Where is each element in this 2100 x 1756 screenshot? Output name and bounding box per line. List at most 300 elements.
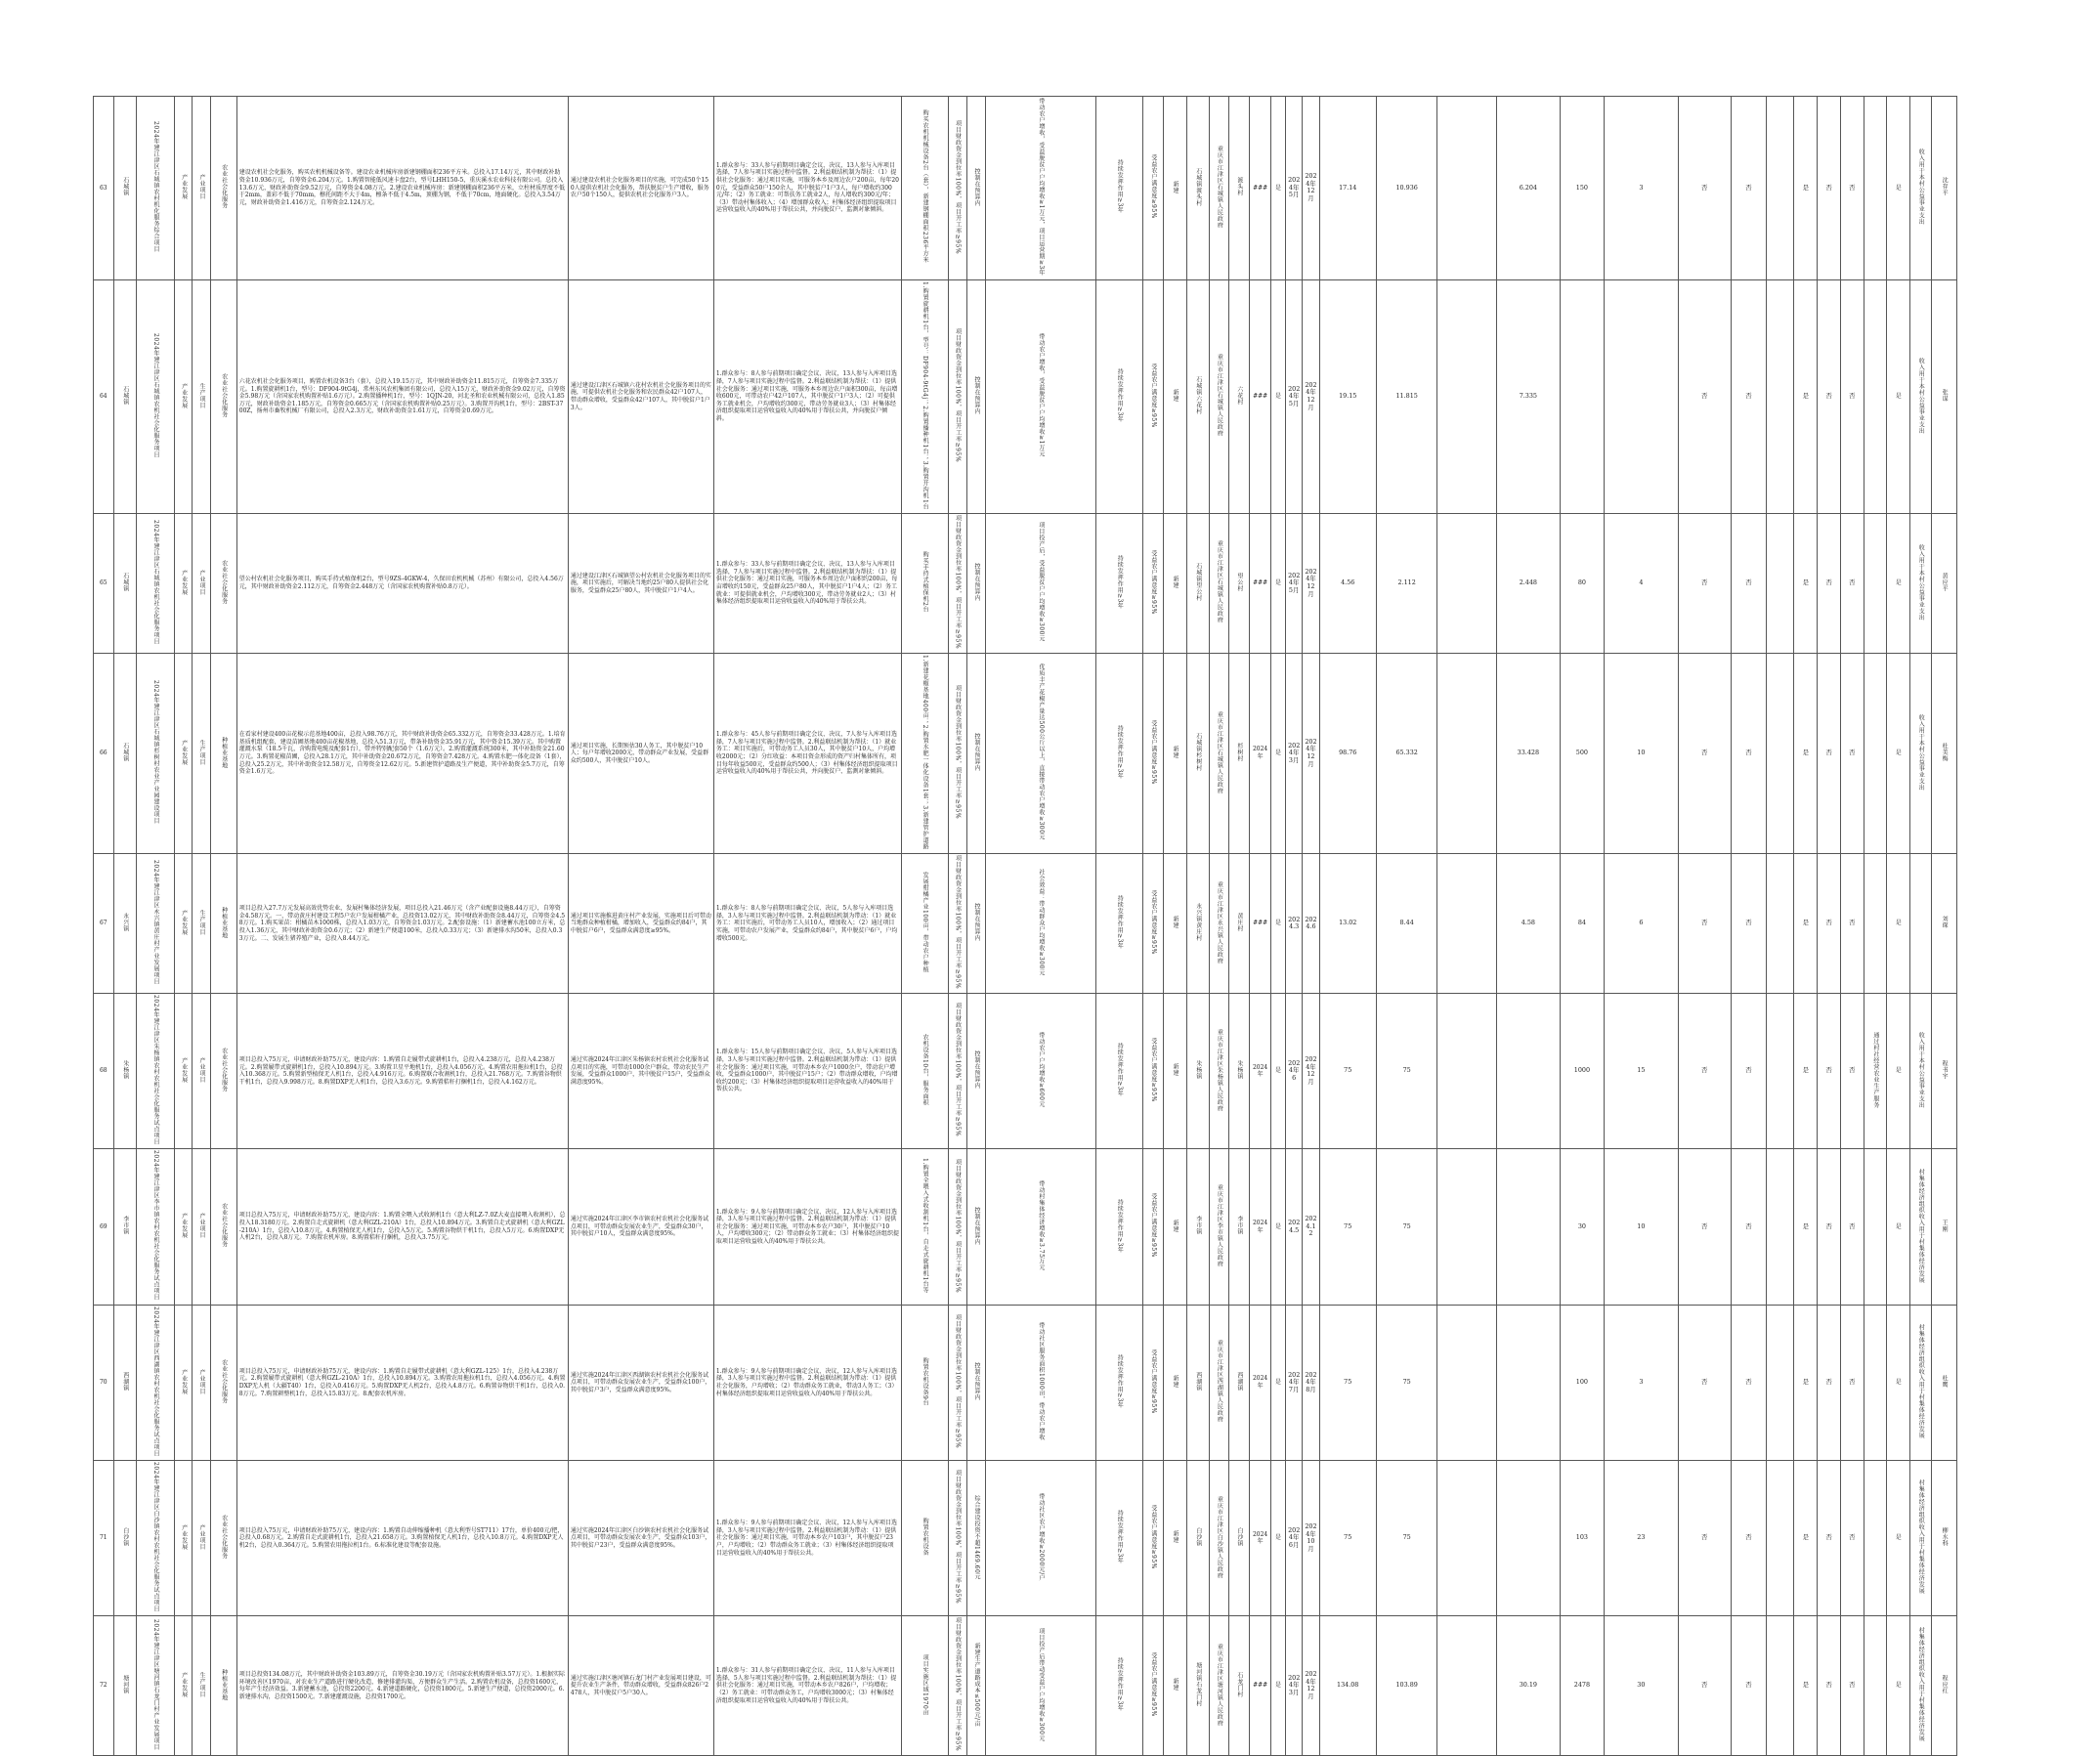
cell-link: 通过实施2024年江津区朱杨镇农村农机社会化服务试点项目的实施，可带动1000余户群众，带动农民生产发展，受益群众1000户，其中脱贫户15户，受益群众满意度95%。 [568, 993, 713, 1148]
cell-flag: ### [1250, 97, 1271, 280]
cell-benefit [948, 514, 966, 654]
cell-town [113, 279, 137, 513]
cell-vil2 [1228, 1461, 1250, 1616]
cell-text: 受益农户满意度≥95% [1149, 1193, 1157, 1259]
cell-text: 西湖镇 [121, 1371, 129, 1392]
table-row [94, 993, 1957, 1148]
cell-text: 柳水科 [1941, 1527, 1949, 1547]
cell-link: 通过项目实施，长期预估30人务工，其中脱贫户10人；每户年增收2000元，带动群众产业发展，受益群众约500人，其中脱贫户10人。 [568, 653, 713, 854]
cell-end: 2024年12月 [1303, 279, 1319, 513]
cell-text: 1.新建花椒基地400亩；2.购置水肥一体化设备1套；3.新建管护道路 [921, 654, 929, 850]
cell-text: 农业社会化服务 [220, 1515, 228, 1560]
cell-start: 2024年6月 [1286, 1461, 1303, 1616]
cell-text: 黄应平 [1941, 572, 1949, 592]
cell-no: 72 [94, 1616, 114, 1756]
cell-text: 项目财政资金到位率100%，项目开工率≥95% [954, 515, 962, 650]
cell-sat2 [1163, 1149, 1186, 1305]
cell-place [986, 653, 1095, 854]
cell-content: 六花农机社会化服务项目，购置农机设备3台（套），总投入19.15万元，其中财政补助资金11.815万元，自筹资金7.335万元。1.购置旋耕机1台，型号：DF904-9tG4j，常州东风农机集团有限公司，总投入15万元，财政补助资金9.02万元，自筹资金5.98万元（含国家农机购置补贴1.6万元）。2.购置播种机1台，型号：1QJN-20，河北圣和农业机械有限公司，总投入1.85万元，财政补助资金1.185万元，自筹资金0.665万元（含国家农机购置补贴0.25万元）。3.购置开沟机1台，型号：2BST-3700Z，扬州市畜牧机械厂有限公司，总投入2.3万元，财政补助资金1.61万元，自筹资金0.69万元。 [236, 279, 568, 513]
cell-vil2 [1228, 1305, 1250, 1460]
cell-lead [1931, 1616, 1956, 1756]
cell-yes: 是 [1270, 854, 1285, 994]
cell-out [902, 1149, 949, 1305]
cell-link: 通过实施2024年江津区西湖镇农村农机社会化服务试点项目，可带动群众发展农业生产，受益群众100户，其中脱贫户3户，受益群众满意度95%。 [568, 1305, 713, 1460]
cell-r [1767, 1616, 1794, 1756]
cell-text: 农业社会化服务 [220, 1048, 228, 1092]
cell-q: 否 [1731, 1305, 1767, 1460]
cell-text: 李市镇 [121, 1216, 129, 1235]
cell-text: 控制在预算内 [973, 1206, 980, 1245]
cell-s: 是 [1794, 854, 1818, 994]
cell-sat [967, 514, 986, 654]
cell-end: 2024.6 [1303, 854, 1319, 994]
cell-fin: 10.936 [1376, 97, 1437, 280]
cell-name [137, 993, 175, 1148]
cell-out [902, 514, 949, 654]
cell-text: 收入用于本村公益事业支出 [1917, 357, 1925, 434]
cell-text: 1.购置旋耕机1台，型号：DF904-9tG4j；2.购置播种机1台；3.购置开沟机1台 [921, 280, 929, 510]
cell-fin: 103.89 [1376, 1616, 1437, 1756]
cell-q: 否 [1731, 854, 1767, 994]
cell-benefit [948, 97, 966, 280]
cell-w [1864, 97, 1887, 280]
cell-content: 项目总投入27.7万元发展高效优势农业，发展村集体经济发展，项目总投入21.46万元（含产业配套设施8.44万元），自筹资金4.58万元。一、带动黄庄村建设工程5户农户发展柑橘产业，总投资13.02万元，其中财政补助资金8.44万元，自筹资金4.58万元。1.购买果苗：柑橘苗木1000株，总投入1.03万元，自筹资金1.03万元。2.配套设施：（1）新建蓄水池100立方米，总投入1.36万元，其中财政补助资金0.6万元；（2）新建生产便道100米，总投入0.33万元；（3）新建排水沟50米，总投入0.33万元。二、发展生猪养殖产业，总投入8.44万元。 [236, 854, 568, 994]
cell-std [1095, 279, 1143, 513]
cell-text: 新建 [1171, 1219, 1179, 1232]
cell-subj [1143, 993, 1164, 1148]
cell-lead [1931, 653, 1956, 854]
cell-text: 受益农户满意度≥95% [1149, 363, 1157, 428]
cell-village [1186, 97, 1210, 280]
cell-text: 项目财政资金到位率100%，项目开工率≥95% [954, 855, 962, 990]
cell-text: 购买手持式植保机2台 [921, 551, 929, 614]
cell-text: 新建 [1171, 1375, 1179, 1389]
cell-text: 控制在预算内 [973, 1050, 980, 1090]
cell-text: 项目财政资金到位率100%，项目开工率≥95% [954, 328, 962, 463]
cell-text: 带动村集体经济增收≥3.75万元 [1037, 1180, 1045, 1271]
cell-start: 2024年6 [1286, 993, 1303, 1148]
cell-text: 带动农户增收，受益脱贫户户均增收≥1万元，项目运营期≥3年 [1037, 98, 1045, 277]
cell-no: 71 [94, 1461, 114, 1616]
cell-text: 控制在预算内 [973, 733, 980, 772]
cell-text: 2024年建江津区白沙镇农村农机社会化服务试点项目 [151, 1462, 159, 1612]
cell-text: 项目财政资金到位率100%，项目开工率≥95% [954, 1617, 962, 1752]
cell-fin: 75 [1376, 1305, 1437, 1460]
cell-link: 通过实施2024年江津区李市镇农村农机社会化服务试点项目，可带动群众发展农业生产，受益群众30户，其中脱贫户10人，受益群众满意度95%。 [568, 1149, 713, 1305]
cell-s: 是 [1794, 1305, 1818, 1460]
cell-cat [175, 514, 193, 654]
cell-z: 是 [1887, 97, 1910, 280]
cell-lead [1931, 1305, 1956, 1460]
cell-type [193, 1616, 210, 1756]
cell-text: 产业项目 [197, 1368, 205, 1394]
cell-self: 33.428 [1496, 653, 1560, 854]
cell-self: 2.448 [1496, 514, 1560, 654]
cell-lead [1931, 1461, 1956, 1616]
cell-type [193, 653, 210, 854]
cell-place [986, 1616, 1095, 1756]
cell-sat [967, 1149, 986, 1305]
cell-type [193, 514, 210, 654]
cell-self [1496, 1461, 1560, 1616]
cell-text: 受益农户满意度≥95% [1149, 889, 1157, 955]
cell-q: 否 [1731, 1149, 1767, 1305]
table-row [94, 1149, 1957, 1305]
cell-w [1864, 1305, 1887, 1460]
cell-text: 农业社会化服务 [220, 1203, 228, 1248]
cell-text: 受益农户满意度≥95% [1149, 549, 1157, 615]
cell-lead [1931, 1149, 1956, 1305]
cell-start: 2024年7月 [1286, 1305, 1303, 1460]
cell-p: 否 [1678, 1616, 1731, 1756]
cell-hh: 80 [1560, 514, 1604, 654]
cell-village [1186, 993, 1210, 1148]
cell-village [1186, 514, 1210, 654]
cell-goal: 1.群众参与：9人参与前期项目确定会议、决议，12人参与入库项目选择，3人参与项目实施过程中监督。2.利益联结机制为带动：（1）提供社会化服务，户均增收；（2）带动群众务工就业，带动3人务工；（3）村集体经济组织提取项目运营收益收入的40%用于帮扶公共。 [713, 1305, 901, 1460]
cell-unit [1210, 514, 1228, 654]
cell-goal: 1.群众参与：31人参与前期项目确定会议、决议，11人参与入库项目选择，5人参与项目实施过程中监督。2.利益联结机制为帮扶：（1）提供社会化服务：通过项目实施，可带动本乡农户826户，户均增收；（2）务工就业：可带动群众务工，户均增收3000元；（3）村集体经济组织提取项目运营收益收入的40%用于帮扶公共。 [713, 1616, 901, 1756]
cell-text: 杜鹰 [1941, 1375, 1949, 1389]
cell-other [1437, 514, 1496, 654]
cell-name [137, 97, 175, 280]
cell-hh [1560, 279, 1604, 513]
cell-link: 通过实施2024年江津区白沙镇农村农机社会化服务试点项目，可带动群众发展农业生产，受益群众103户，其中脱贫户23户，受益群众满意度95%。 [568, 1461, 713, 1616]
cell-sat [967, 993, 986, 1148]
cell-out [902, 854, 949, 994]
cell-text: 2024年建江津区李市镇农村农机社会化服务试点项目 [151, 1150, 159, 1302]
cell-w [1864, 1461, 1887, 1616]
cell-std [1095, 653, 1143, 854]
cell-fin: 65.332 [1376, 653, 1437, 854]
cell-out [902, 993, 949, 1148]
cell-lead [1931, 97, 1956, 280]
cell-goal: 1.群众参与：15人参与前期项目确定会议、决议，5人参与入库项目选择，3人参与项目实施过程中监督。2.利益联结机制为带动：（1）提供社会化服务：通过项目实施，可带动本乡农户1000余户，带动农户增收，受益群众1000户，其中脱贫户15户；（2）带动群众增收，户均增收约200元；（3）村集体经济组织提取项目运营收益收入的40%用于帮扶公共。 [713, 993, 901, 1148]
cell-text: 优质丰产花椒产量达500公斤以上，直接带动农户增收≥300元 [1037, 664, 1045, 841]
cell-text: 生产项目 [197, 1671, 205, 1697]
cell-no: 63 [94, 97, 114, 280]
cell-text: 社会效益：带动群众户均增收≥300元 [1037, 869, 1045, 976]
cell-text: 产业发展 [180, 1523, 188, 1550]
cell-w [1864, 653, 1887, 854]
cell-u: 否 [1840, 854, 1864, 994]
cell-goal: 1.群众参与：9人参与前期项目确定会议、决议，12人参与入库项目选择，3人参与项目实施过程中监督。2.利益联结机制为带动：（1）提供社会化服务：通过项目实施，可带动本乡农户103户，其中脱贫户23户，户均增收；（2）带动群众务工就业；（3）村集体经济组织提取项目运营收益收入的40%用于帮扶公共。 [713, 1461, 901, 1616]
cell-text: 石城镇 [121, 385, 129, 406]
cell-kind [210, 514, 236, 654]
cell-subj [1143, 653, 1164, 854]
cell-sat2 [1163, 1461, 1186, 1616]
cell-text: 黄庄村 [1235, 913, 1243, 932]
cell-text: 产业项目 [197, 1523, 205, 1550]
cell-text: 收入用于本村公益事业支出 [1917, 713, 1925, 791]
cell-text: 白沙镇 [1194, 1527, 1202, 1547]
cell-village [1186, 854, 1210, 994]
cell-yes: 是 [1270, 1461, 1285, 1616]
cell-q: 否 [1731, 993, 1767, 1148]
cell-end: 2024年12月 [1303, 993, 1319, 1148]
cell-flag: ### [1250, 1616, 1271, 1756]
cell-place [986, 514, 1095, 654]
cell-out [902, 279, 949, 513]
cell-benefit [948, 1149, 966, 1305]
cell-s: 是 [1794, 279, 1818, 513]
table-row [94, 97, 1957, 280]
cell-cat [175, 1305, 193, 1460]
cell-std [1095, 854, 1143, 994]
cell-dept [1910, 993, 1932, 1148]
cell-text: 综合建设投资不超1469.60元 [973, 1494, 980, 1580]
cell-text: 农业社会化服务 [220, 559, 228, 605]
cell-text: 塘河镇 [121, 1675, 129, 1694]
cell-town [113, 993, 137, 1148]
cell-vil2 [1228, 97, 1250, 280]
cell-text: 产业项目 [197, 569, 205, 595]
cell-place [986, 1305, 1095, 1460]
cell-text: 朱杨镇 [1194, 1060, 1202, 1080]
cell-cat [175, 653, 193, 854]
cell-end: 2024年12月 [1303, 97, 1319, 280]
cell-t: 否 [1818, 993, 1841, 1148]
cell-t: 否 [1818, 653, 1841, 854]
cell-cat [175, 97, 193, 280]
cell-text: 生产项目 [197, 739, 205, 765]
cell-text: 带动社区服务面积1000亩，带动农户增收 [1037, 1321, 1045, 1441]
cell-text: 农业社会化服务 [220, 164, 228, 209]
cell-benefit [948, 1305, 966, 1460]
cell-kind [210, 653, 236, 854]
cell-self: 4.58 [1496, 854, 1560, 994]
cell-subj [1143, 1305, 1164, 1460]
cell-text: 项目投产后，受益脱贫户户均增收≥300元 [1037, 522, 1045, 642]
cell-ppl: 15 [1605, 993, 1679, 1148]
cell-text: 生产项目 [197, 382, 205, 408]
cell-text: 持续发挥作用≥3年 [1116, 159, 1124, 214]
cell-text: 农业社会化服务 [220, 1358, 228, 1404]
cell-yes: 是 [1270, 1616, 1285, 1756]
cell-text: 收入用于本村公益事业支出 [1917, 149, 1925, 226]
cell-text: 村集体经济组织收入用于村集体经济发展 [1917, 1324, 1925, 1439]
cell-r [1767, 993, 1794, 1148]
cell-text: 重庆市江津区石城镇人民政府 [1216, 540, 1223, 623]
cell-start: 2024年3月 [1286, 653, 1303, 854]
cell-type [193, 1305, 210, 1460]
cell-sat [967, 97, 986, 280]
cell-kind [210, 854, 236, 994]
cell-no: 64 [94, 279, 114, 513]
cell-benefit [948, 854, 966, 994]
cell-text: 产业发展 [180, 909, 188, 935]
cell-text: 2024年建江津区塘河镇石龙门村产业发展项目 [151, 1618, 159, 1751]
cell-text: 产业发展 [180, 739, 188, 765]
cell-out [902, 653, 949, 854]
cell-text: 村集体经济组织收入用于村集体经济发展 [1917, 1479, 1925, 1595]
cell-benefit [948, 279, 966, 513]
cell-dept [1910, 514, 1932, 654]
cell-no: 66 [94, 653, 114, 854]
cell-place [986, 97, 1095, 280]
cell-text: 通过村社经营农业生产服务 [1871, 1031, 1879, 1108]
cell-s: 是 [1794, 97, 1818, 280]
cell-yes: 是 [1270, 97, 1285, 280]
cell-sat [967, 279, 986, 513]
cell-dept [1910, 1149, 1932, 1305]
cell-text: 持续发挥作用≥3年 [1116, 368, 1124, 423]
table-row [94, 854, 1957, 994]
cell-text: 受益农户满意度≥95% [1149, 1037, 1157, 1102]
cell-sat [967, 1616, 986, 1756]
cell-vil2 [1228, 1616, 1250, 1756]
cell-self: 6.204 [1496, 97, 1560, 280]
cell-text: 望公村 [1235, 572, 1243, 592]
cell-text: 塘河镇石龙门村 [1194, 1662, 1202, 1707]
cell-p: 否 [1678, 653, 1731, 854]
project-table [93, 96, 1957, 1756]
cell-sat2 [1163, 97, 1186, 280]
cell-text: 白沙镇 [1235, 1527, 1243, 1547]
cell-fin: 75 [1376, 1149, 1437, 1305]
cell-subj [1143, 1616, 1164, 1756]
cell-benefit [948, 653, 966, 854]
cell-place [986, 1149, 1095, 1305]
cell-sat2 [1163, 854, 1186, 994]
cell-name [137, 514, 175, 654]
cell-flag: ### [1250, 854, 1271, 994]
cell-text: 农机设备10台，服务面积 [921, 1034, 929, 1106]
cell-content: 望公村农机社会化服务项目，购买手持式植保机2台，型号9ZS-4GKW-4，久保田农机机械（苏州）有限公司，总投入4.56万元，其中财政补助资金2.112万元，自筹资金2.448万元（含国家农机购置补贴0.8万元）。 [236, 514, 568, 654]
cell-yes: 是 [1270, 1305, 1285, 1460]
cell-text: 产业项目 [197, 1213, 205, 1239]
cell-fin: 11.815 [1376, 279, 1437, 513]
cell-z: 是 [1887, 1461, 1910, 1616]
cell-hh: 1000 [1560, 993, 1604, 1148]
cell-yes: 是 [1270, 1149, 1285, 1305]
cell-lead [1931, 854, 1956, 994]
cell-text: 重庆市江津区白沙镇人民政府 [1216, 1495, 1223, 1579]
cell-total: 75 [1319, 993, 1376, 1148]
cell-r [1767, 1461, 1794, 1616]
cell-text: 种植业基地 [220, 1668, 228, 1701]
cell-text: 持续发挥作用≥3年 [1116, 1657, 1124, 1712]
cell-r [1767, 279, 1794, 513]
cell-type [193, 97, 210, 280]
cell-text: 张谋 [1941, 389, 1949, 403]
cell-text: 石城镇 [121, 572, 129, 592]
cell-dept [1910, 97, 1932, 280]
cell-r [1767, 97, 1794, 280]
cell-text: 农业社会化服务 [220, 372, 228, 418]
cell-text: 项目财政资金到位率100%，项目开工率≥95% [954, 1314, 962, 1449]
cell-type [193, 993, 210, 1148]
cell-total: 75 [1319, 1149, 1376, 1305]
cell-start: 2024.5 [1286, 1149, 1303, 1305]
cell-goal: 1.群众参与：8人参与前期项目确定会议、决议，13人参与入库项目选择，7人参与项目实施过程中监督。2.利益联结机制为帮扶：（1）提供社会化服务：通过项目实施，可服务本乡周边农户面积300亩，每亩增收600元，可带动农户42户107人，其中脱贫户1户3人；（2）可提供务工就业机会，户均增收约300元，带动劳务就业3人；（3）村集体经济组织提取项目运营收益收入的40%用于帮扶公共，并向脱贫户倾斜。 [713, 279, 901, 513]
cell-text: 产业发展 [180, 569, 188, 595]
cell-z: 是 [1887, 854, 1910, 994]
cell-hh: 100 [1560, 1305, 1604, 1460]
cell-text: 重庆市江津区塘河镇人民政府 [1216, 1643, 1223, 1727]
cell-text: 村集体经济组织收入用于村集体经济发展 [1917, 1168, 1925, 1283]
cell-other [1437, 653, 1496, 854]
cell-text: 项目财政资金到位率100%，项目开工率≥95% [954, 685, 962, 820]
cell-text: 产业项目 [197, 174, 205, 200]
cell-town [113, 854, 137, 994]
cell-text: 控制在预算内 [973, 563, 980, 602]
cell-text: 产业发展 [180, 1671, 188, 1697]
cell-total: 19.15 [1319, 279, 1376, 513]
cell-no: 70 [94, 1305, 114, 1460]
cell-text: 控制在预算内 [973, 167, 980, 206]
cell-p: 否 [1678, 854, 1731, 994]
cell-u: 否 [1840, 1149, 1864, 1305]
cell-sat2 [1163, 514, 1186, 654]
cell-link: 通过建设江津区石城镇六花村农机社会化服务项目的实施，可提供农机社会化服务和农民群众42户107人，带动群众增收，受益群众42户107人，其中脱贫户1户3人。 [568, 279, 713, 513]
cell-s: 是 [1794, 1616, 1818, 1756]
cell-s: 是 [1794, 993, 1818, 1148]
cell-text: 石城镇渡头村 [1194, 167, 1202, 206]
cell-start: 2024年5月 [1286, 97, 1303, 280]
table-row [94, 279, 1957, 513]
cell-std [1095, 1616, 1143, 1756]
cell-t: 否 [1818, 97, 1841, 280]
cell-name [137, 1461, 175, 1616]
cell-hh: 500 [1560, 653, 1604, 854]
cell-total: 98.76 [1319, 653, 1376, 854]
cell-out [902, 1616, 949, 1756]
cell-hh: 2478 [1560, 1616, 1604, 1756]
cell-unit [1210, 279, 1228, 513]
cell-sat2 [1163, 1616, 1186, 1756]
cell-place [986, 1461, 1095, 1616]
cell-t: 否 [1818, 1149, 1841, 1305]
cell-other [1437, 1149, 1496, 1305]
cell-z: 是 [1887, 279, 1910, 513]
cell-other [1437, 1461, 1496, 1616]
cell-p: 否 [1678, 279, 1731, 513]
cell-unit [1210, 993, 1228, 1148]
cell-t: 否 [1818, 514, 1841, 654]
cell-goal: 1.群众参与：33人参与前期项目确定会议、决议，13人参与入库项目选择，7人参与项目实施过程中监督。2.利益联结机制为帮扶：（1）提供社会化服务：通过项目实施，可服务本乡及周边农户200亩，每年200元，受益群众50户150余人，其中脱贫户1户3人，每户增收约300元/年；（2）务工就业：可帮扶务工就业2人，每人增收约300元/年；（3）带动村集体收入；（4）增加群众收入；村集体经济组织提取项目运营收益收入的40%用于帮扶公共，并向脱贫户、监测对象倾斜。 [713, 97, 901, 280]
cell-text: 项目财政资金到位率100%，项目开工率≥95% [954, 1003, 962, 1137]
cell-no: 69 [94, 1149, 114, 1305]
cell-lead [1931, 993, 1956, 1148]
cell-text: 受益农户满意度≥95% [1149, 1505, 1157, 1569]
cell-goal: 1.群众参与：9人参与前期项目确定会议、决议，12人参与入库项目选择，3人参与项目实施过程中监督。2.利益联结机制为带动：（1）提供社会化服务：通过项目实施，可带动本乡农户30户，其中脱贫户10人，户均增收300元；（2）带动群众务工就业；（3）村集体经济组织提取项目运营收益收入的40%用于帮扶公共。 [713, 1149, 901, 1305]
cell-subj [1143, 97, 1164, 280]
cell-p: 否 [1678, 1149, 1731, 1305]
cell-r [1767, 653, 1794, 854]
cell-text: 受益农户满意度≥95% [1149, 1652, 1157, 1717]
cell-w [1864, 1616, 1887, 1756]
cell-yes: 是 [1270, 279, 1285, 513]
cell-text: 控制在预算内 [973, 376, 980, 415]
cell-z: 是 [1887, 1149, 1910, 1305]
cell-town [113, 1305, 137, 1460]
cell-text: 永兴镇黄庄村 [1194, 903, 1202, 942]
cell-flag: 2024年 [1250, 1305, 1271, 1460]
cell-yes: 是 [1270, 653, 1285, 854]
cell-flag: ### [1250, 279, 1271, 513]
cell-goal: 1.群众参与：45人参与前期项目确定会议、决议，7人参与入库项目选择，7人参与项目实施过程中监督。2.利益联结机制为帮扶：（1）就业务工：项目实施后，可带动务工人员30人，其中脱贫户10人，户均增收2000元；（2）分红收益：本项目资金形成的资产归村集体所有，项目每年收益500元，受益群众约500人；（3）村集体经济组织提取项目运营收益收入的40%用于帮扶公共，并向脱贫户、监测对象倾斜。 [713, 653, 901, 854]
cell-village [1186, 653, 1210, 854]
cell-text: 2024年建江津区朱杨镇农村农机社会化服务试点项目 [151, 994, 159, 1145]
cell-text: 购买农机机械设备2台（套），新建钢棚面积236平方米 [921, 109, 929, 264]
cell-town [113, 1616, 137, 1756]
cell-village [1186, 1461, 1210, 1616]
cell-kind [210, 1616, 236, 1756]
cell-text: 产业项目 [197, 1056, 205, 1083]
table-row [94, 1616, 1957, 1756]
cell-ppl: 6 [1605, 854, 1679, 994]
cell-unit [1210, 854, 1228, 994]
